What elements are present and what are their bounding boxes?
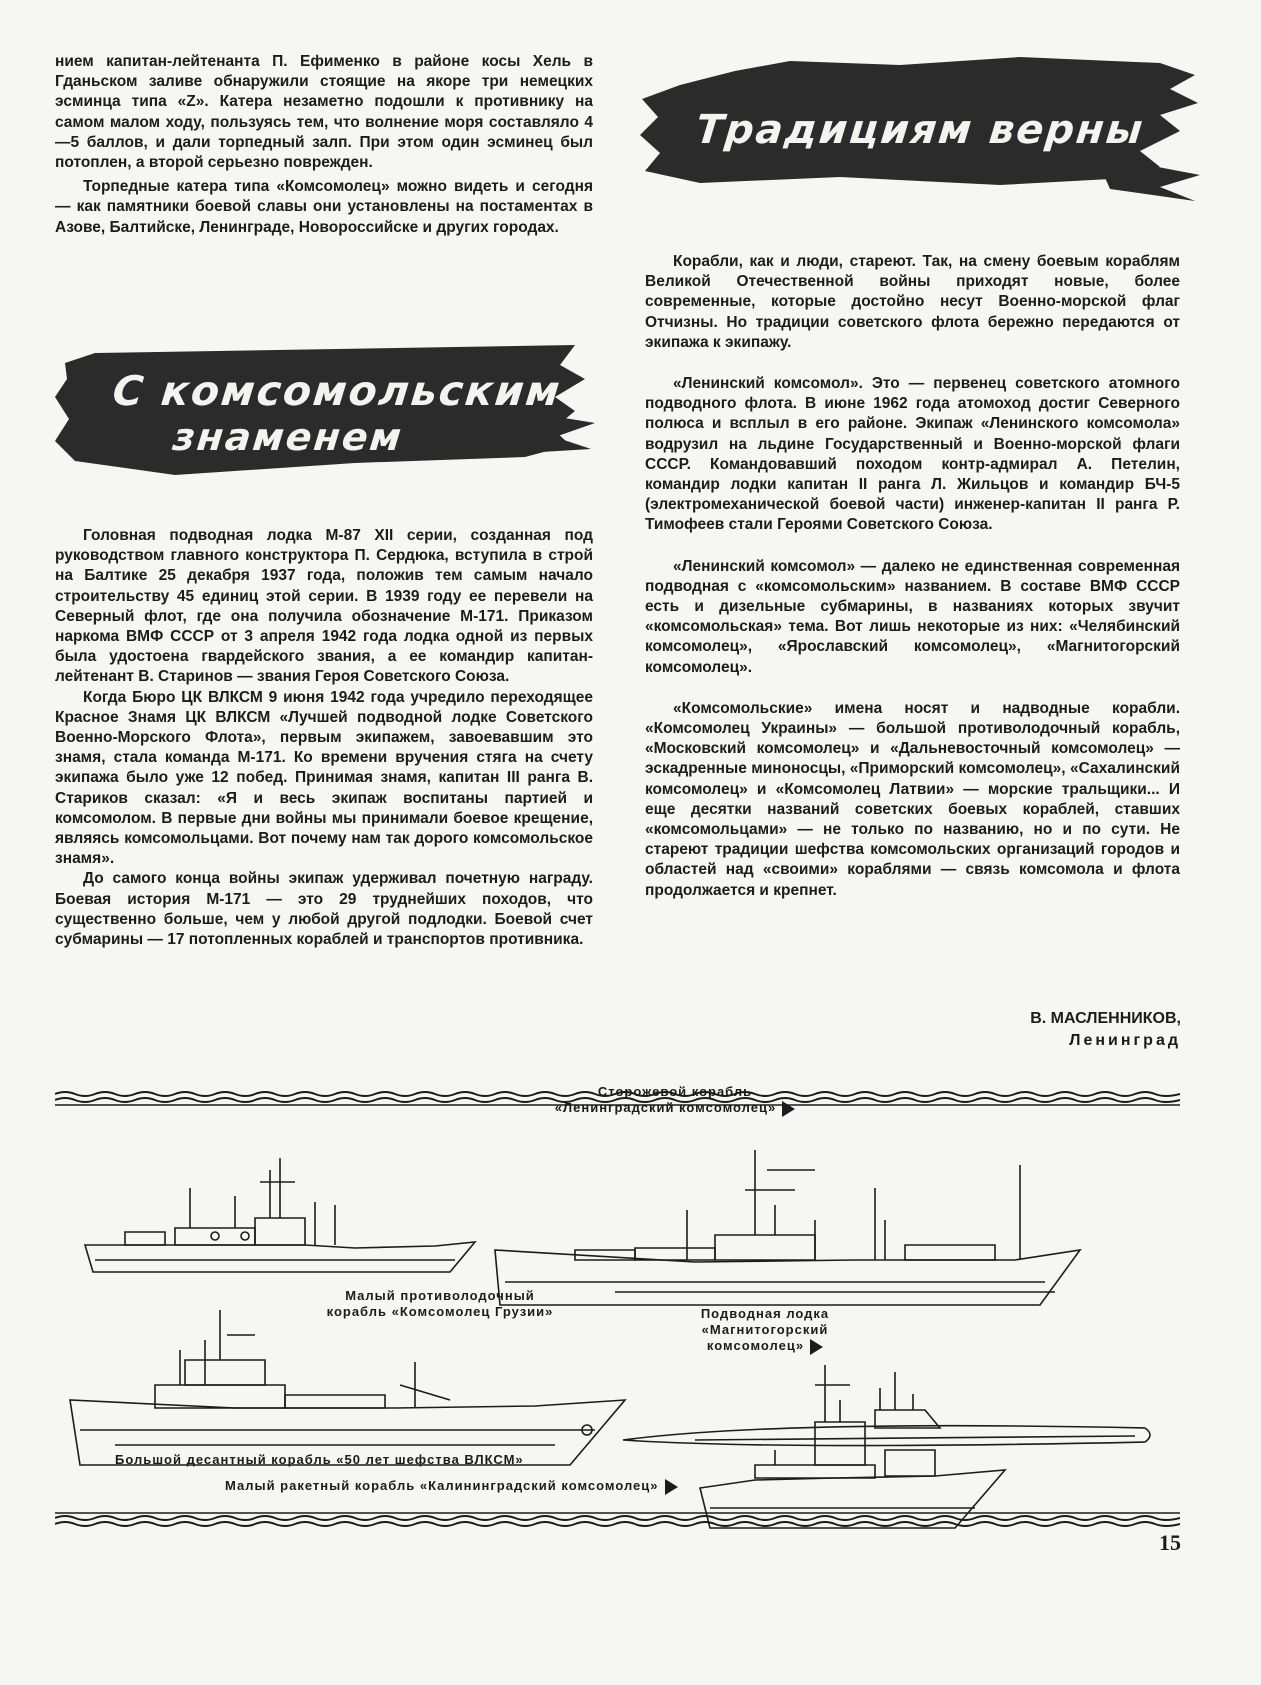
patrol-ship-illustration xyxy=(495,1150,1080,1305)
caption-patrol-ship: Сторожевой корабль «Ленинградский комсомолец» xyxy=(545,1084,805,1117)
section-banner-komsomol-banner xyxy=(55,345,600,475)
landing-ship-illustration xyxy=(70,1310,625,1465)
arrow-icon xyxy=(782,1101,795,1117)
paragraph: Корабли, как и люди, стареют. Так, на смену боевым кораблям Великой Отечественной войны приходят новые, более современные, которые достойно несут Военно-морской флаг Отчизны. Но традиции советского флота бережно передаются от экипажа к экипажу. xyxy=(645,253,1180,351)
caption-submarine: Подводная лодка «Магнитогорский комсомолец» xyxy=(700,1306,830,1353)
paragraph: «Ленинский комсомол». Это — первенец советского атомного подводного флота. В июне 1962 года атомоход достиг Северного полюса и всплыл в его районе. Экипаж «Ленинского комсомола» водрузил на льдине Государственный и Военно-морской флаги СССР. Командовавший походом контр-адмирал А. Петелин, командир лодки капитан II ранга Л. Жильцов и командир БЧ-5 (электромеханической боевой части) инженер-капитан II ранга Р. Тимофеев стали Героями Советского Союза. xyxy=(645,375,1180,534)
section-banner-traditions xyxy=(640,55,1205,205)
paragraph: До самого конца войны экипаж удерживал почетную награду. Боевая история М-171 — это 29 труднейших походов, что существенно больше, чем у любой другой подлодки. Боевой счет субмарины — 17 потопленных кораблей и транспортов противника. xyxy=(55,870,593,949)
left-column-main-text xyxy=(55,526,593,950)
caption-landing-ship: Большой десантный корабль «50 лет шефства ВЛКСМ» xyxy=(115,1452,524,1467)
paragraph: Головная подводная лодка М-87 XII серии, созданная под руководством главного конструктора П. Сердюка, вступила в строй на Балтике 25 декабря 1937 года, положив тем самым начало строительству 45 единиц этой серии. В 1939 году ее перевели на Северный флот, где она получила обозначение М-171. Приказом наркома ВМФ СССР от 3 апреля 1942 года лодка одной из первых была удостоена гвардейского звания, а ее командир капитан-лейтенант В. Старинов — звания Героя Советского Союза. xyxy=(55,527,593,686)
author-signature xyxy=(1030,1008,1181,1052)
paragraph: Торпедные катера типа «Комсомолец» можно видеть и сегодня — как памятники боевой славы они установлены на постаментах в Азове, Балтийске, Ленинграде, Новороссийске и других городах. xyxy=(55,178,593,236)
small-ship-illustration xyxy=(85,1158,475,1272)
caption-small-asw-ship: Малый противолодочный корабль «Комсомолец Грузии» xyxy=(326,1288,554,1319)
banner-title-line-2: знаменем xyxy=(170,415,406,459)
paragraph: нием капитан-лейтенанта П. Ефименко в районе косы Хель в Гданьском заливе обнаружили стоящие на якоре три немецких эсминца типа «Z». Катера незаметно подошли к противнику на самом малом ходу, пользуясь тем, что волнение моря составляло 4—5 баллов, и дали торпедный залп. При этом один эсминец был потоплен, а второй серьезно поврежден. xyxy=(55,53,593,172)
banner-title: Традициям верны xyxy=(693,107,1147,153)
author-city: Ленинград xyxy=(1069,1032,1181,1049)
paragraph: «Ленинский комсомол» — далеко не единственная современная подводная с «комсомольским» названием. В составе ВМФ СССР есть и дизельные субмарины, в названиях которых звучит «комсомольская» тема. Вот лишь некоторые из них: «Челябинский комсомолец», «Ярославский комсомолец», «Магнитогорский комсомолец». xyxy=(645,557,1180,676)
arrow-icon xyxy=(810,1339,823,1355)
page-number: 15 xyxy=(1159,1530,1181,1555)
submarine-illustration xyxy=(623,1372,1150,1446)
missile-boat-illustration xyxy=(700,1365,1005,1528)
author-name: В. МАСЛЕННИКОВ, xyxy=(1030,1010,1181,1027)
arrow-icon xyxy=(665,1479,678,1495)
caption-missile-boat: Малый ракетный корабль «Калининградский комсомолец» xyxy=(225,1478,795,1495)
right-column-text xyxy=(645,252,1180,901)
paragraph: «Комсомольские» имена носят и надводные корабли. «Комсомолец Украины» — большой противолодочный корабль, «Московский комсомолец» и «Дальневосточный комсомолец» — эскадренные миноносцы, «Приморский комсомолец», «Сахалинский комсомолец» и «Комсомолец Латвии» — морские тральщики... И еще десятки названий советских боевых кораблей, ставших «комсомольцами» — не только по названию, но и по сути. Не стареют традиции шефства комсомольских организаций городов и областей над «своими» кораблями — связь комсомола и флота продолжается и крепнет. xyxy=(645,699,1180,899)
banner-title-line-1: С комсомольским xyxy=(110,367,564,415)
left-column-top-text xyxy=(55,52,593,238)
paragraph: Когда Бюро ЦК ВЛКСМ 9 июня 1942 года учредило переходящее Красное Знамя ЦК ВЛКСМ «Лучшей подводной лодке Советского Военно-Морского Флота», первым экипажем, завоевавшим это знамя, стала команда М-171. Ко времени вручения стяга на счету экипажа было уже 12 побед. Принимая знамя, капитан III ранга В. Стариков сказал: «Я и весь экипаж воспитаны партией и комсомолом. В первые дни войны мы принимали боевое крещение, являясь комсомольцами. Вот почему нам так дорого комсомольское знамя». xyxy=(55,688,593,868)
ships-illustration xyxy=(55,1084,1180,1530)
